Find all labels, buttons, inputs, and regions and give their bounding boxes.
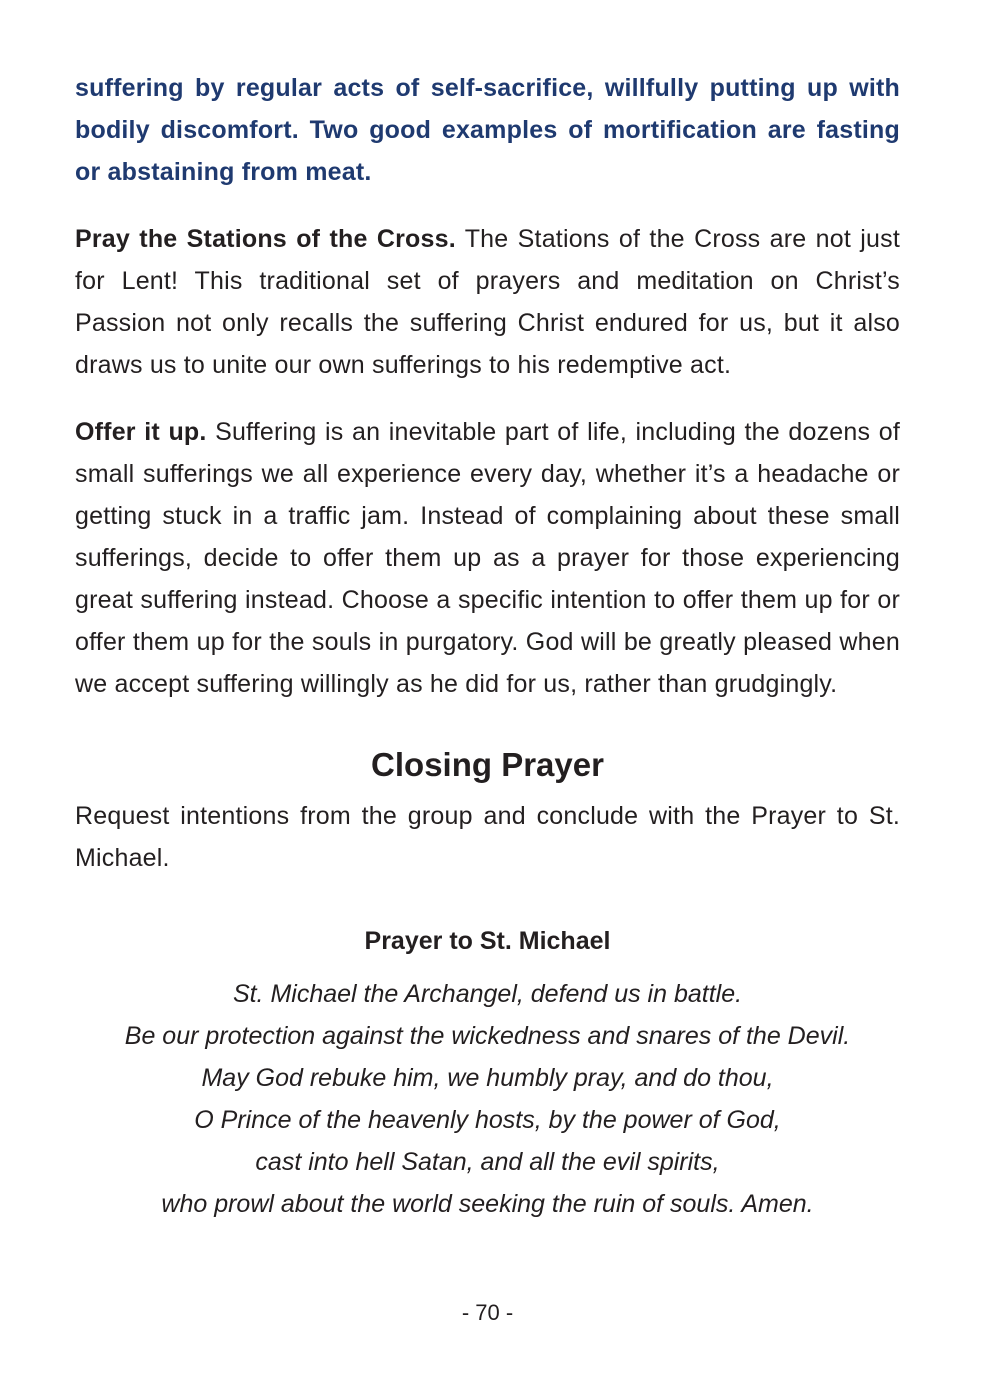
closing-heading: Closing Prayer xyxy=(371,746,604,783)
stations-lead: Pray the Stations of the Cross. xyxy=(75,225,456,253)
prayer-line: cast into hell Satan, and all the evil spirits, xyxy=(255,1148,720,1176)
page-content xyxy=(75,67,900,1225)
offer-paragraph xyxy=(75,411,900,705)
offer-lead: Offer it up. xyxy=(75,418,207,446)
prayer-line: who prowl about the world seeking the ruin of souls. Amen. xyxy=(161,1190,814,1218)
intro-paragraph: suffering by regular acts of self-sacrifice, willfully putting up with bodily discomfort. Two good examples of mortification are fasting or abstaining from meat. xyxy=(75,74,900,186)
offer-body: Suffering is an inevitable part of life, including the dozens of small sufferings we all experience every day, whether it’s a headache or getting stuck in a traffic jam. Instead of complaining about these small sufferings, decide to offer them up as a prayer for those experiencing great suffering instead. Choose a specific intention to offer them up for or offer them up for the souls in purgatory. God will be greatly pleased when we accept suffering willingly as he did for us, rather than grudgingly. xyxy=(75,418,900,698)
prayer-line: May God rebuke him, we humbly pray, and do thou, xyxy=(201,1064,774,1092)
prayer-line: O Prince of the heavenly hosts, by the power of God, xyxy=(194,1106,781,1134)
prayer-line: St. Michael the Archangel, defend us in battle. xyxy=(232,980,743,1008)
closing-text: Request intentions from the group and conclude with the Prayer to St. Michael. xyxy=(75,802,900,872)
prayer-text xyxy=(75,973,900,1225)
prayer-line: Be our protection against the wickedness and snares of the Devil. xyxy=(124,1022,851,1050)
page-number: - 70 - xyxy=(461,1300,514,1325)
stations-body: The Stations of the Cross are not just for Lent! This traditional set of prayers and meditation on Christ’s Passion not only recalls the suffering Christ endured for us, but it also draws us to unite our own sufferings to his redemptive act. xyxy=(75,225,900,379)
stations-paragraph xyxy=(75,218,900,386)
prayer-title: Prayer to St. Michael xyxy=(364,927,611,955)
